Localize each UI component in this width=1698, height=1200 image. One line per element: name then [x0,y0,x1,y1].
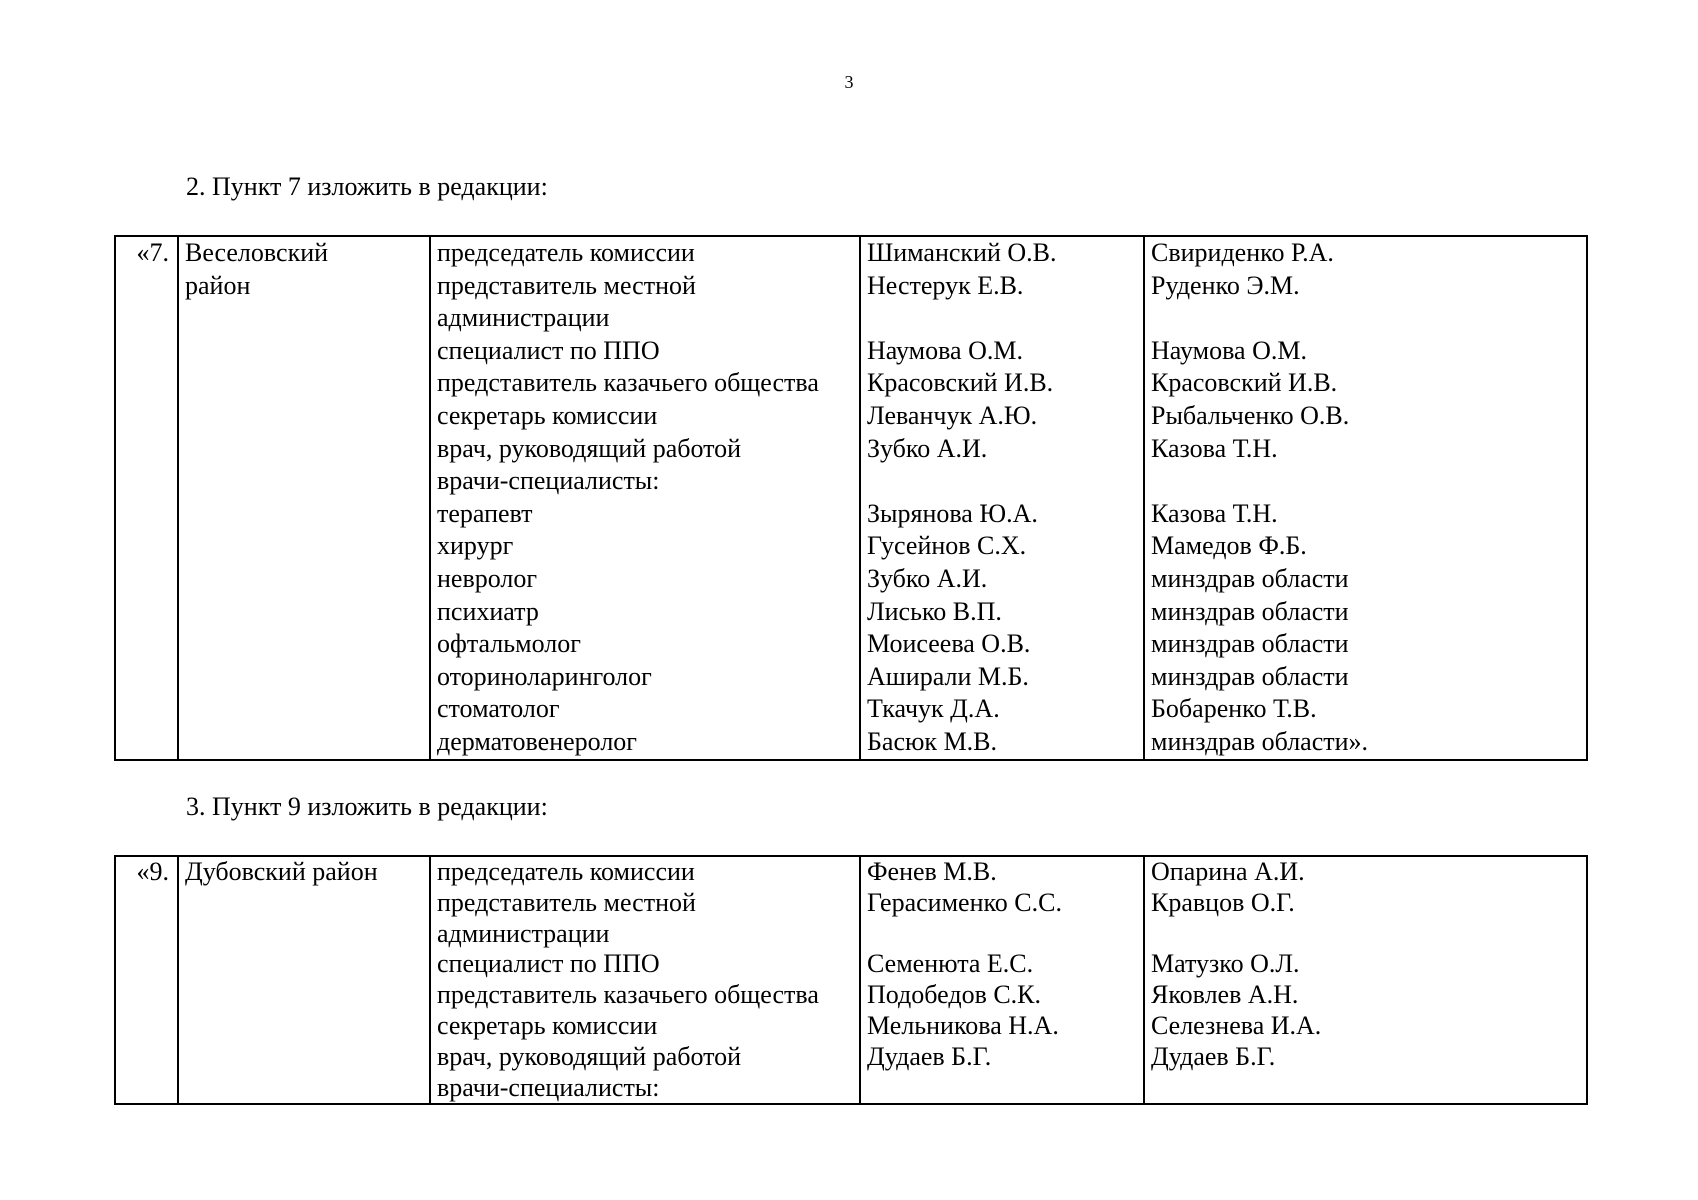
roles-line: секретарь комиссии [437,1010,658,1040]
members-line [867,465,1143,498]
reserves-line: Казова Т.Н. [1151,498,1278,528]
table-row [115,236,1587,760]
roles-line: дерматовенеролог [437,726,637,756]
page-number: 3 [844,72,854,92]
roles-line: терапевт [437,498,533,528]
reserves-line: Рыбальченко О.В. [1151,400,1350,430]
roles-line: секретарь комиссии [437,400,658,430]
reserves-line: Руденко Э.М. [1151,270,1300,300]
members-line: Ткачук Д.А. [867,694,1000,724]
members-cell [860,236,1144,760]
reserves-line: Опарина А.И. [1151,857,1305,886]
reserves-line: Наумова О.М. [1151,335,1307,365]
reserves-line [1151,1073,1586,1104]
roles-line: представитель местной [437,887,696,917]
members-line: Фенев М.В. [867,857,997,886]
members-line: Гусейнов С.Х. [867,531,1027,561]
reserves-line: Мамедов Ф.Б. [1151,531,1307,561]
reserves-line: минздрав области [1151,563,1349,593]
reserves-cell [1144,856,1587,1104]
roles-line: представитель казачьего общества [437,368,819,398]
item-number: «7. [136,238,169,267]
district-line: район [185,270,251,300]
roles-line: офтальмолог [437,629,581,659]
reserves-line: минздрав области [1151,629,1349,659]
members-line: Дудаев Б.Г. [867,1041,992,1071]
reserves-cell [1144,236,1587,760]
members-line: Нестерук Е.В. [867,270,1024,300]
roles-line: представитель местной [437,270,696,300]
reserves-line: Кравцов О.Г. [1151,887,1295,917]
roles-line: специалист по ППО [437,949,660,979]
roles-line: председатель комиссии [437,857,695,886]
district-line: Веселовский [185,238,329,267]
members-line [867,1073,1143,1104]
roles-line: врач, руководящий работой [437,1041,742,1071]
roles-line: врачи-специалисты: [437,466,660,496]
roles-line: хирург [437,531,514,561]
reserves-line: Селезнева И.А. [1151,1010,1322,1040]
members-line: Зубко А.И. [867,433,988,463]
roles-line: специалист по ППО [437,335,660,365]
reserves-line: Казова Т.Н. [1151,433,1278,463]
reserves-line: минздрав области [1151,661,1349,691]
section-3-heading: 3. Пункт 9 изложить в редакции: [186,792,548,821]
roles-line: врач, руководящий работой [437,433,742,463]
roles-line: врачи-специалисты: [437,1072,660,1102]
reserves-line: Матузко О.Л. [1151,949,1300,979]
members-line: Басюк М.В. [867,726,998,756]
roles-line: психиатр [437,596,539,626]
members-line: Лисько В.П. [867,596,1002,626]
members-line [867,302,1143,335]
section-2-heading: 2. Пункт 7 изложить в редакции: [186,172,548,201]
reserves-line: Яковлев А.Н. [1151,980,1299,1010]
roles-cell [430,236,860,760]
roles-line: председатель комиссии [437,238,695,267]
members-line: Мельникова Н.А. [867,1010,1059,1040]
district-cell [178,856,430,1104]
reserves-line: Красовский И.В. [1151,368,1338,398]
roles-line: администрации [437,918,610,948]
members-line: Леванчук А.Ю. [867,400,1038,430]
members-line: Зубко А.И. [867,563,988,593]
commission-table-7 [114,235,1588,761]
item-number-cell [115,236,178,760]
members-line [867,919,1143,950]
commission-table-9 [114,855,1588,1105]
reserves-line: Бобаренко Т.В. [1151,694,1317,724]
members-cell [860,856,1144,1104]
district-cell [178,236,430,760]
members-line: Семенюта Е.С. [867,949,1034,979]
roles-line: стоматолог [437,694,560,724]
roles-line: администрации [437,303,610,333]
roles-line: невролог [437,563,538,593]
members-line: Герасименко С.С. [867,887,1062,917]
roles-line: оториноларинголог [437,661,652,691]
roles-cell [430,856,860,1104]
members-line: Шиманский О.В. [867,238,1057,267]
item-number: «9. [136,857,169,886]
district-line: Дубовский район [185,857,378,886]
members-line: Моисеева О.В. [867,629,1031,659]
reserves-line: Дудаев Б.Г. [1151,1041,1276,1071]
members-line: Зырянова Ю.А. [867,498,1038,528]
reserves-line: Свириденко Р.А. [1151,238,1334,267]
table-row [115,856,1587,1104]
members-line: Наумова О.М. [867,335,1023,365]
reserves-line [1151,302,1586,335]
item-number-cell [115,856,178,1104]
members-line: Красовский И.В. [867,368,1054,398]
reserves-line [1151,919,1586,950]
reserves-line: минздрав области [1151,596,1349,626]
reserves-line [1151,465,1586,498]
reserves-line: минздрав области». [1151,726,1369,756]
members-line: Аширали М.Б. [867,661,1029,691]
members-line: Подобедов С.К. [867,980,1042,1010]
roles-line: представитель казачьего общества [437,980,819,1010]
